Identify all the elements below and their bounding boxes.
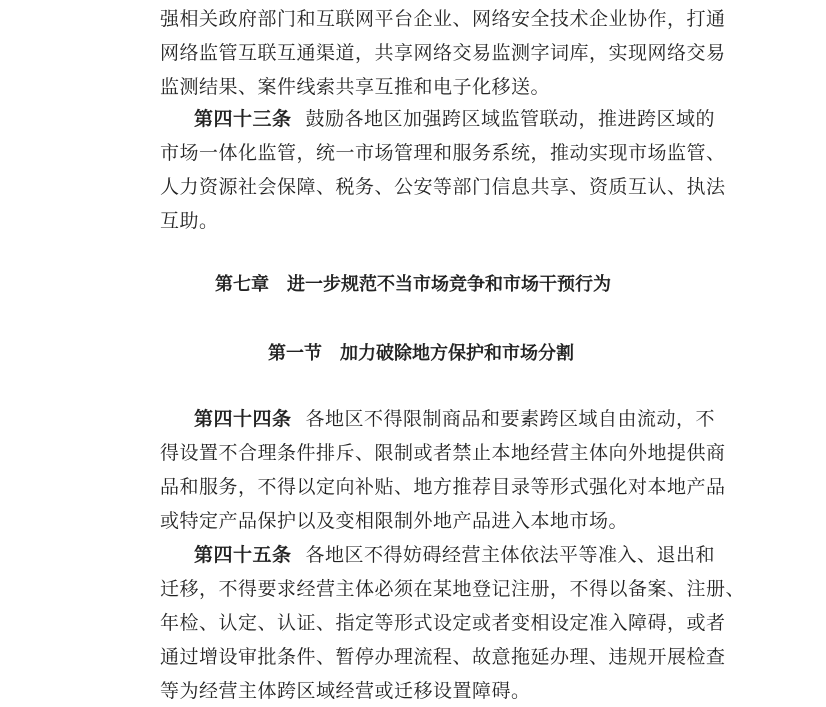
text-line: 网络监管互联互通渠道，共享网络交易监测字词库，实现网络交易 <box>160 42 726 64</box>
text-line: 监测结果、案件线索共享互推和电子化移送。 <box>160 76 551 98</box>
article-text: 各地区不得限制商品和要素跨区域自由流动，不 <box>305 408 716 430</box>
chapter-title: 进一步规范不当市场竞争和市场干预行为 <box>287 274 611 295</box>
text-line: 迁移，不得要求经营主体必须在某地登记注册，不得以备案、注册、 <box>160 578 746 600</box>
text-line: 互助。 <box>160 210 219 232</box>
text-line: 人力资源社会保障、税务、公安等部门信息共享、资质互认、执法 <box>160 176 726 198</box>
text-line: 得设置不合理条件排斥、限制或者禁止本地经营主体向外地提供商 <box>160 442 726 464</box>
article-text: 鼓励各地区加强跨区域监管联动，推进跨区域的 <box>305 108 716 130</box>
text-line: 品和服务，不得以定向补贴、地方推荐目录等形式强化对本地产品 <box>160 476 726 498</box>
section-title: 加力破除地方保护和市场分割 <box>340 343 574 364</box>
article-text: 各地区不得妨碍经营主体依法平等准入、退出和 <box>305 544 716 566</box>
text-line: 年检、认定、认证、指定等形式设定或者变相设定准入障碍，或者 <box>160 612 726 634</box>
article-number: 第四十三条 <box>194 108 292 130</box>
text-line: 或特定产品保护以及变相限制外地产品进入本地市场。 <box>160 510 629 532</box>
article-number: 第四十四条 <box>194 408 292 430</box>
chapter-number: 第七章 <box>215 274 269 295</box>
section-heading <box>8 339 826 369</box>
text-line <box>160 539 716 571</box>
text-line: 等为经营主体跨区域经营或迁移设置障碍。 <box>160 680 531 702</box>
section-number: 第一节 <box>268 343 322 364</box>
article-number: 第四十五条 <box>194 544 292 566</box>
chapter-heading <box>0 270 826 300</box>
text-line: 通过增设审批条件、暂停办理流程、故意拖延办理、违规开展检查 <box>160 646 726 668</box>
text-line <box>160 103 716 135</box>
text-line <box>160 403 716 435</box>
text-line: 市场一体化监管，统一市场管理和服务系统，推动实现市场监管、 <box>160 142 726 164</box>
text-line: 强相关政府部门和互联网平台企业、网络安全技术企业协作，打通 <box>160 8 726 30</box>
